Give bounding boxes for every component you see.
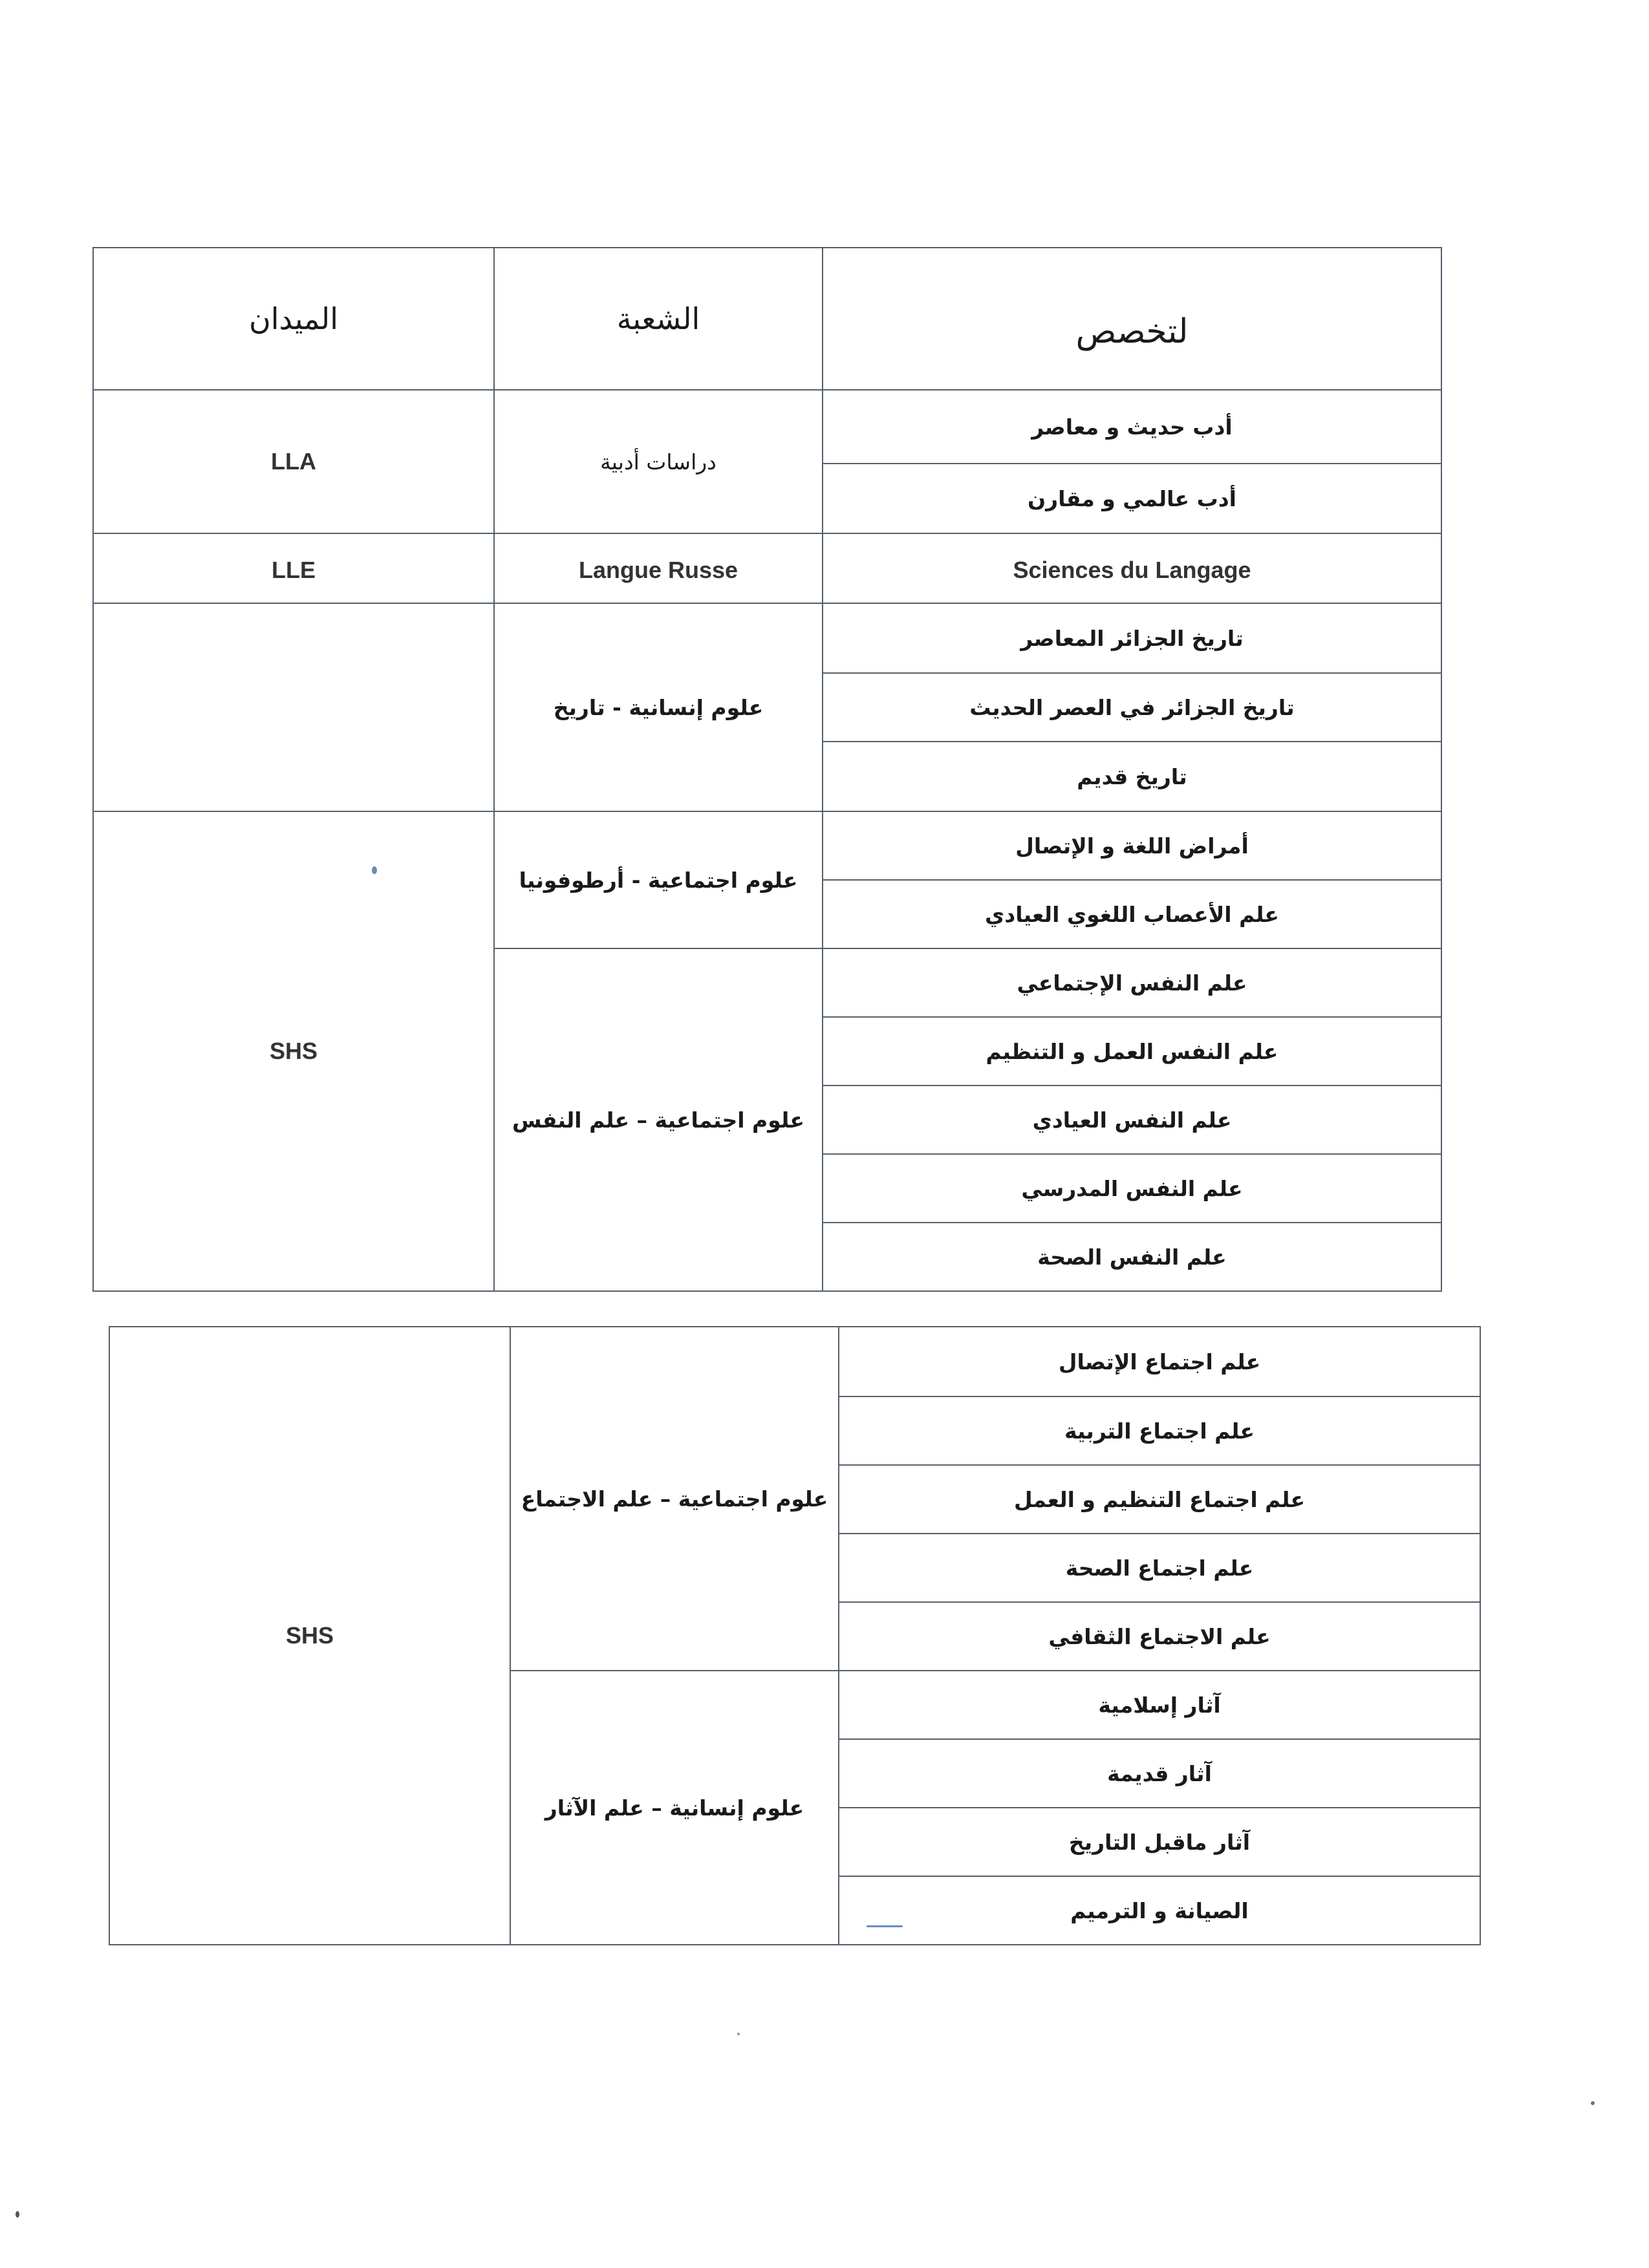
specialty-cell: آثار قديمة: [839, 1739, 1480, 1808]
branch-cell: دراسات أدبية: [494, 390, 823, 533]
specialty-cell: الصيانة و الترميم: [839, 1876, 1480, 1945]
table-row: [93, 533, 1441, 603]
scan-speck: [737, 2033, 740, 2035]
specialties-table-2: [109, 1326, 1481, 1945]
domain-cell: LLA: [93, 390, 494, 533]
branch-cell: علوم إنسانية – علم الآثار: [510, 1671, 839, 1945]
branch-cell: Langue Russe: [494, 533, 823, 603]
branch-cell: علوم إنسانية - تاريخ: [494, 603, 823, 811]
specialty-cell: أمراض اللغة و الإتصال: [823, 811, 1441, 880]
header-domain: الميدان: [93, 248, 494, 390]
specialty-cell: تاريخ قديم: [823, 742, 1441, 811]
specialty-cell: علم الاجتماع الثقافي: [839, 1602, 1480, 1671]
specialty-cell: علم النفس العيادي: [823, 1086, 1441, 1154]
branch-cell: علوم اجتماعية – علم النفس: [494, 948, 823, 1291]
specialty-cell: علم النفس المدرسي: [823, 1154, 1441, 1223]
branch-cell: علوم اجتماعية - أرطوفونيا: [494, 811, 823, 948]
domain-cell: SHS: [109, 1327, 510, 1945]
domain-cell: LLE: [93, 533, 494, 603]
specialty-cell: تاريخ الجزائر المعاصر: [823, 603, 1441, 673]
specialties-table-1: [92, 247, 1442, 1292]
specialty-cell: أدب حديث و معاصر: [823, 390, 1441, 464]
table-row: [109, 1327, 1480, 1396]
header-specialty: لتخصص: [823, 248, 1441, 390]
specialty-cell: علم اجتماع التربية: [839, 1396, 1480, 1465]
specialty-cell: علم النفس الصحة: [823, 1223, 1441, 1291]
domain-cell: SHS: [93, 811, 494, 1291]
header-branch: الشعبة: [494, 248, 823, 390]
branch-cell: علوم اجتماعية – علم الاجتماع: [510, 1327, 839, 1671]
specialty-cell: علم اجتماع الصحة: [839, 1534, 1480, 1602]
header-row: [93, 248, 1441, 390]
scan-speck: [1591, 2101, 1595, 2105]
specialty-cell: علم اجتماع الإتصال: [839, 1327, 1480, 1396]
specialty-cell: علم النفس الإجتماعي: [823, 948, 1441, 1017]
specialty-cell: علم اجتماع التنظيم و العمل: [839, 1465, 1480, 1534]
scan-speck: [867, 1925, 903, 1927]
specialty-cell: تاريخ الجزائر في العصر الحديث: [823, 673, 1441, 742]
domain-cell: [93, 603, 494, 811]
specialty-cell: آثار ماقبل التاريخ: [839, 1808, 1480, 1876]
table-row: [93, 603, 1441, 673]
specialty-cell: أدب عالمي و مقارن: [823, 464, 1441, 533]
specialty-cell: علم النفس العمل و التنظيم: [823, 1017, 1441, 1086]
scan-speck: [16, 2211, 19, 2218]
scan-speck: [372, 866, 377, 874]
specialty-cell: علم الأعصاب اللغوي العيادي: [823, 880, 1441, 948]
table-row: [93, 390, 1441, 464]
specialty-cell: Sciences du Langage: [823, 533, 1441, 603]
table-row: [93, 811, 1441, 880]
specialty-cell: آثار إسلامية: [839, 1671, 1480, 1739]
